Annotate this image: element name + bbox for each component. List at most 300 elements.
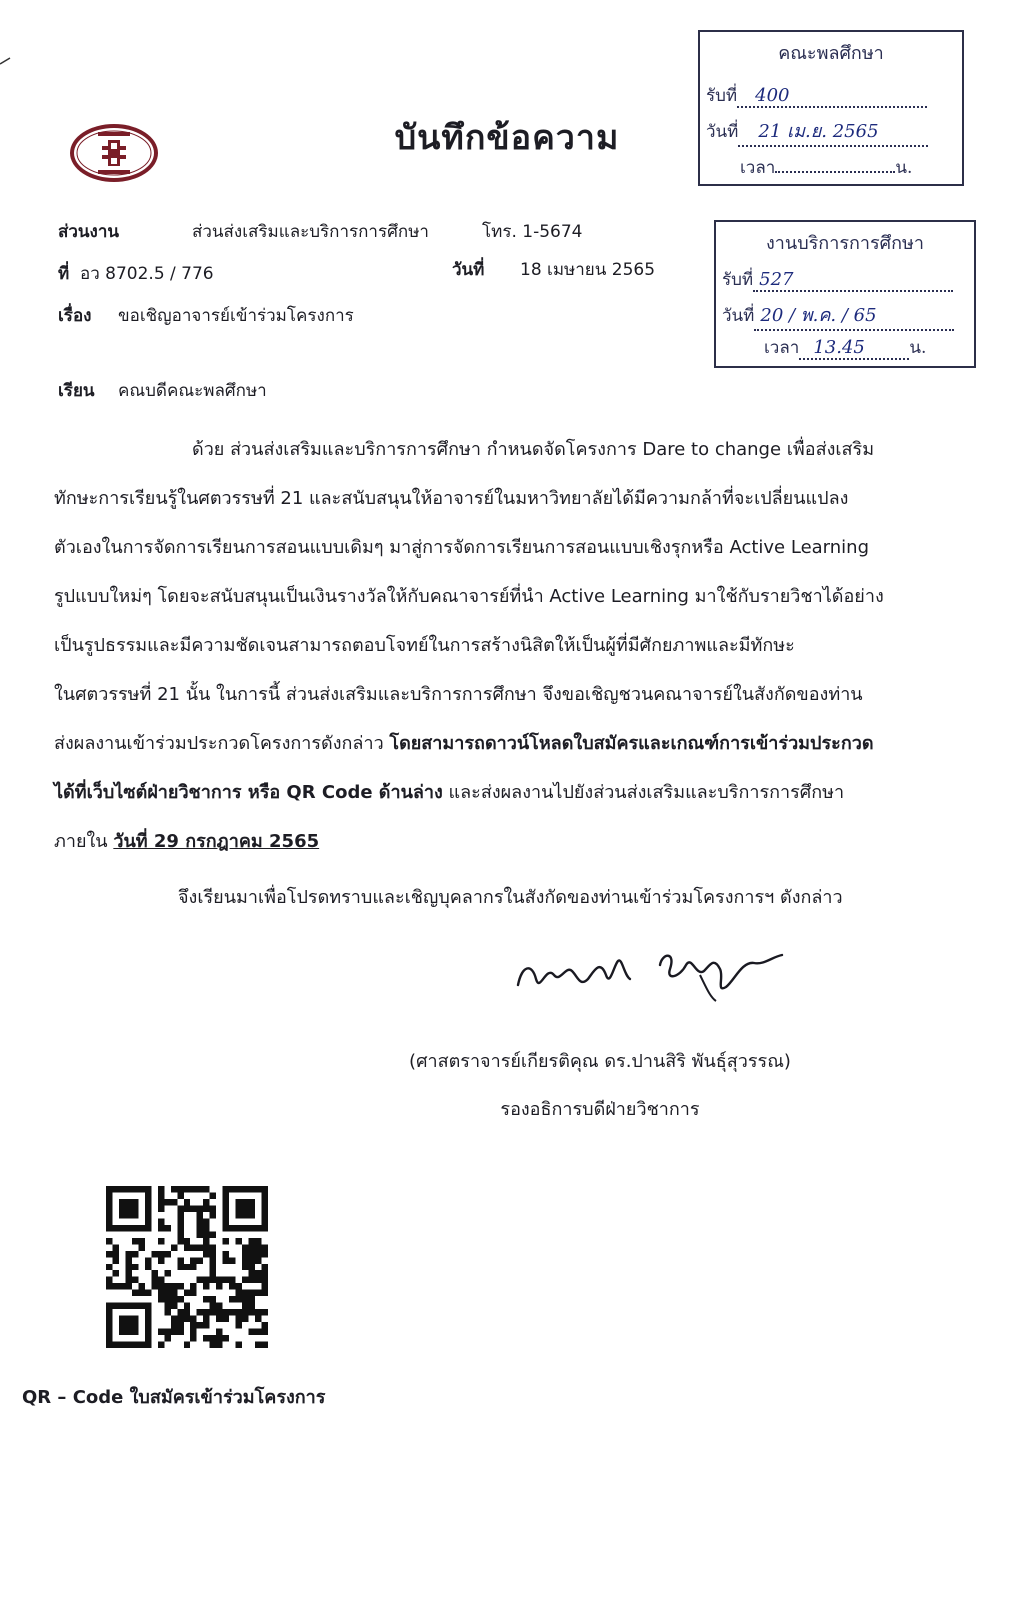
qr-module [210,1244,216,1250]
qr-module [197,1244,203,1250]
qr-module [216,1309,222,1315]
qr-module [210,1192,216,1198]
qr-module [255,1270,261,1276]
qr-module [197,1186,203,1192]
qr-module [125,1316,131,1322]
qr-module [158,1205,164,1211]
qr-module [236,1296,242,1302]
qr-module [138,1303,144,1309]
qr-module [203,1309,209,1315]
qr-module [203,1316,209,1322]
stamp-service-time: 13.45 [813,337,865,358]
qr-module [223,1309,229,1315]
qr-module [262,1212,268,1218]
date-label: วันที่ [452,260,485,280]
qr-module [249,1264,255,1270]
qr-module [119,1283,125,1289]
body-line-8: ได้ที่เว็บไซต์ฝ่ายวิชาการ หรือ QR Code ด้านล่าง และส่งผลงานไปยังส่วนส่งเสริมและบริการการศึกษา [54,782,845,803]
qr-module [190,1205,196,1211]
qr-module [190,1316,196,1322]
qr-module [171,1244,177,1250]
phone: โทร. 1-5674 [482,222,583,242]
qr-module [164,1225,170,1231]
qr-module [112,1342,118,1348]
qr-module [255,1316,261,1322]
qr-module [216,1277,222,1283]
qr-module [223,1186,229,1192]
qr-module [145,1218,151,1224]
qr-module [210,1212,216,1218]
qr-module [190,1283,196,1289]
body-line-4: รูปแบบใหม่ๆ โดยจะสนับสนุนเป็นเงินรางวัลให้กับคณาจารย์ที่นำ Active Learning มาใช้กับรายวิชาได้อย่าง [54,586,884,607]
qr-module [242,1205,248,1211]
qr-module [106,1303,112,1309]
qr-module [249,1296,255,1302]
qr-module [164,1303,170,1309]
qr-module [190,1257,196,1263]
qr-module [158,1277,164,1283]
qr-module [158,1283,164,1289]
qr-module [190,1335,196,1341]
qr-module [184,1244,190,1250]
qr-module [236,1225,242,1231]
qr-module [145,1303,151,1309]
qr-module [223,1218,229,1224]
qr-module [145,1322,151,1328]
qr-module [132,1303,138,1309]
date-value: 18 เมษายน 2565 [520,260,656,280]
qr-module [197,1212,203,1218]
qr-module [158,1296,164,1302]
qr-module [125,1186,131,1192]
stamp-faculty-date: 21 เม.ย. 2565 [758,121,879,142]
qr-module [236,1290,242,1296]
qr-module [255,1290,261,1296]
qr-module [106,1186,112,1192]
qr-module [171,1290,177,1296]
qr-module [171,1329,177,1335]
qr-module [177,1238,183,1244]
qr-module [138,1283,144,1289]
qr-module [203,1238,209,1244]
qr-module [151,1283,157,1289]
qr-module [223,1316,229,1322]
qr-module [236,1212,242,1218]
qr-module [255,1342,261,1348]
qr-module [210,1335,216,1341]
qr-module [203,1283,209,1289]
qr-module [184,1342,190,1348]
body-line-9: ภายใน วันที่ 29 กรกฎาคม 2565 [54,831,320,852]
qr-module [164,1296,170,1302]
qr-module [158,1342,164,1348]
corner-mark [0,50,16,66]
signatory-position: รองอธิการบดีฝ่ายวิชาการ [500,1099,700,1120]
qr-module [255,1277,261,1283]
qr-module [210,1231,216,1237]
qr-module [106,1342,112,1348]
qr-module [223,1277,229,1283]
qr-module [184,1316,190,1322]
qr-module [177,1283,183,1289]
qr-module [262,1264,268,1270]
qr-module [216,1335,222,1341]
qr-module [216,1283,222,1289]
qr-module [255,1244,261,1250]
qr-module [158,1192,164,1198]
ref-label: ที่ [58,264,70,284]
qr-module [242,1277,248,1283]
qr-module [255,1186,261,1192]
qr-module [164,1270,170,1276]
qr-module [158,1218,164,1224]
qr-module [151,1277,157,1283]
qr-module [216,1316,222,1322]
qr-module [171,1316,177,1322]
qr-module [249,1329,255,1335]
qr-module [210,1296,216,1302]
qr-module [249,1290,255,1296]
qr-module [164,1251,170,1257]
qr-module [236,1199,242,1205]
qr-module [145,1205,151,1211]
subject-value: ขอเชิญอาจารย์เข้าร่วมโครงการ [118,306,354,326]
qr-module [262,1290,268,1296]
qr-module [112,1283,118,1289]
qr-module [184,1186,190,1192]
qr-module [210,1309,216,1315]
qr-module [249,1257,255,1263]
stamp-faculty-date-row: วันที่ 21 เม.ย. 2565 [706,116,928,147]
qr-module [190,1244,196,1250]
qr-module [203,1296,209,1302]
qr-module [171,1199,177,1205]
qr-module [119,1303,125,1309]
qr-module [236,1322,242,1328]
qr-module [171,1283,177,1289]
qr-module [119,1205,125,1211]
qr-module [158,1199,164,1205]
qr-module [177,1192,183,1198]
qr-module [236,1205,242,1211]
qr-module [197,1309,203,1315]
qr-module [190,1186,196,1192]
qr-module [190,1290,196,1296]
qr-module [132,1199,138,1205]
qr-module [184,1264,190,1270]
qr-module [125,1205,131,1211]
qr-module [145,1342,151,1348]
qr-module [262,1186,268,1192]
qr-module [197,1205,203,1211]
qr-module [203,1277,209,1283]
qr-module [223,1212,229,1218]
qr-module [262,1199,268,1205]
qr-module [177,1218,183,1224]
qr-module [171,1322,177,1328]
qr-module [138,1290,144,1296]
qr-module [164,1335,170,1341]
qr-module [106,1322,112,1328]
qr-code[interactable] [106,1186,268,1348]
qr-module [119,1225,125,1231]
qr-module [203,1205,209,1211]
stamp-service-date-row: วันที่ 20 / พ.ค. / 65 [722,300,954,331]
stamp-service-header: งานบริการการศึกษา [766,233,924,254]
ref-value: อว 8702.5 / 776 [80,264,214,284]
qr-module [106,1225,112,1231]
qr-module [106,1218,112,1224]
qr-module [158,1290,164,1296]
qr-module [242,1264,248,1270]
qr-module [151,1270,157,1276]
qr-module [145,1186,151,1192]
qr-module [236,1238,242,1244]
stamp-faculty-receive-row: รับที่ 400 [706,82,927,109]
qr-module [203,1251,209,1257]
qr-module [125,1270,131,1276]
qr-module [255,1251,261,1257]
qr-module [262,1205,268,1211]
dept-value: ส่วนส่งเสริมและบริการการศึกษา [192,222,429,242]
qr-module [242,1257,248,1263]
qr-module [158,1225,164,1231]
qr-module [177,1264,183,1270]
qr-module [229,1186,235,1192]
qr-module [229,1257,235,1263]
qr-module [236,1316,242,1322]
qr-module [132,1277,138,1283]
qr-module [223,1251,229,1257]
qr-module [197,1257,203,1263]
qr-module [262,1218,268,1224]
qr-module [125,1199,131,1205]
qr-module [203,1244,209,1250]
qr-module [138,1244,144,1250]
qr-module [145,1257,151,1263]
qr-module [249,1277,255,1283]
qr-module [106,1251,112,1257]
qr-module [132,1238,138,1244]
qr-module [125,1329,131,1335]
qr-module [255,1309,261,1315]
qr-module [177,1316,183,1322]
qr-module [242,1212,248,1218]
qr-module [242,1244,248,1250]
qr-module [197,1225,203,1231]
qr-module [138,1238,144,1244]
qr-module [262,1251,268,1257]
qr-module [106,1264,112,1270]
qr-module [119,1329,125,1335]
qr-module [106,1238,112,1244]
qr-module [132,1342,138,1348]
body-line-5: เป็นรูปธรรมและมีความชัดเจนสามารถตอบโจทย์ในการสร้างนิสิตให้เป็นผู้ที่มีศักยภาพและมีทักษะ [54,635,795,656]
qr-module [236,1283,242,1289]
qr-module [262,1309,268,1315]
qr-module [236,1186,242,1192]
qr-module [125,1303,131,1309]
qr-module [132,1251,138,1257]
qr-module [249,1244,255,1250]
qr-module [145,1290,151,1296]
qr-module [242,1309,248,1315]
qr-module [255,1329,261,1335]
qr-caption: QR – Code ใบสมัครเข้าร่วมโครงการ [22,1387,326,1408]
body-line-3: ตัวเองในการจัดการเรียนการสอนแบบเดิมๆ มาสู่การจัดการเรียนการสอนแบบเชิงรุกหรือ Active Learning [54,537,870,558]
qr-module [119,1342,125,1348]
qr-module [119,1199,125,1205]
stamp-faculty-receive-no: 400 [755,85,790,106]
qr-module [203,1186,209,1192]
qr-module [223,1192,229,1198]
qr-module [203,1322,209,1328]
qr-module [145,1199,151,1205]
qr-module [119,1322,125,1328]
qr-module [177,1322,183,1328]
qr-module [184,1290,190,1296]
qr-module [112,1186,118,1192]
qr-module [197,1231,203,1237]
stamp-service-receive-no: 527 [759,269,794,290]
qr-module [242,1316,248,1322]
qr-module [145,1329,151,1335]
qr-module [210,1264,216,1270]
qr-module [132,1186,138,1192]
qr-module [255,1225,261,1231]
qr-module [242,1186,248,1192]
qr-module [145,1316,151,1322]
qr-module [106,1205,112,1211]
qr-module [164,1283,170,1289]
qr-module [171,1296,177,1302]
qr-module [223,1225,229,1231]
qr-module [262,1329,268,1335]
stamp-faculty-header: คณะพลศึกษา [778,43,884,64]
qr-module [112,1270,118,1276]
qr-module [255,1238,261,1244]
qr-module [249,1205,255,1211]
qr-module [177,1329,183,1335]
qr-module [210,1205,216,1211]
qr-module [119,1186,125,1192]
qr-module [132,1205,138,1211]
qr-module [164,1309,170,1315]
qr-module [223,1199,229,1205]
qr-module [125,1283,131,1289]
qr-module [190,1322,196,1328]
qr-module [229,1283,235,1289]
qr-module [125,1225,131,1231]
qr-module [262,1270,268,1276]
subject-label: เรื่อง [58,306,92,326]
qr-module [203,1225,209,1231]
qr-module [184,1238,190,1244]
qr-module [184,1303,190,1309]
qr-module [106,1199,112,1205]
qr-module [145,1212,151,1218]
qr-module [249,1251,255,1257]
faculty-receipt-stamp [698,30,964,186]
qr-module [132,1322,138,1328]
qr-module [210,1257,216,1263]
qr-module [197,1322,203,1328]
to-label: เรียน [58,381,95,401]
qr-module [229,1309,235,1315]
qr-module [210,1251,216,1257]
qr-module [249,1303,255,1309]
qr-module [184,1309,190,1315]
deadline-date: วันที่ 29 กรกฎาคม 2565 [113,831,320,852]
qr-module [223,1257,229,1263]
qr-module [242,1296,248,1302]
service-receipt-stamp [714,220,976,368]
qr-module [216,1329,222,1335]
qr-module [262,1322,268,1328]
qr-module [223,1205,229,1211]
qr-module [112,1257,118,1263]
qr-module [138,1225,144,1231]
qr-module [158,1329,164,1335]
qr-module [125,1257,131,1263]
qr-module [249,1270,255,1276]
body-line-1: ด้วย ส่วนส่งเสริมและบริการการศึกษา กำหนดจัดโครงการ Dare to change เพื่อส่งเสริม [192,439,875,460]
qr-module [125,1264,131,1270]
qr-module [249,1225,255,1231]
qr-module [229,1277,235,1283]
qr-module [151,1251,157,1257]
qr-module [262,1192,268,1198]
qr-module [242,1303,248,1309]
qr-module [210,1270,216,1276]
qr-module [210,1342,216,1348]
qr-module [223,1238,229,1244]
qr-module [171,1303,177,1309]
qr-module [132,1212,138,1218]
qr-module [171,1186,177,1192]
qr-module [125,1212,131,1218]
qr-module [236,1342,242,1348]
qr-module [197,1277,203,1283]
qr-module [249,1186,255,1192]
qr-module [106,1335,112,1341]
qr-module [145,1264,151,1270]
qr-module [106,1309,112,1315]
qr-module [262,1225,268,1231]
qr-module [132,1225,138,1231]
qr-module [177,1186,183,1192]
qr-module [184,1199,190,1205]
qr-module [262,1342,268,1348]
qr-module [158,1186,164,1192]
qr-module [177,1257,183,1263]
qr-module [229,1296,235,1302]
qr-module [249,1238,255,1244]
qr-module [125,1277,131,1283]
qr-module [210,1303,216,1309]
qr-module [106,1212,112,1218]
closing-line: จึงเรียนมาเพื่อโปรดทราบและเชิญบุคลากรในสังกัดของท่านเข้าร่วมโครงการฯ ดังกล่าว [178,887,843,908]
qr-module [177,1225,183,1231]
qr-module [164,1199,170,1205]
qr-module [119,1212,125,1218]
qr-module [203,1231,209,1237]
stamp-faculty-time-row: เวลา น. [740,158,913,178]
body-line-6: ในศตวรรษที่ 21 นั้น ในการนี้ ส่วนส่งเสริมและบริการการศึกษา จึงขอเชิญชวนคณาจารย์ในสังกัดของท่าน [54,684,863,705]
qr-module [145,1335,151,1341]
document-title: บันทึกข้อความ [394,118,620,158]
qr-module [106,1329,112,1335]
